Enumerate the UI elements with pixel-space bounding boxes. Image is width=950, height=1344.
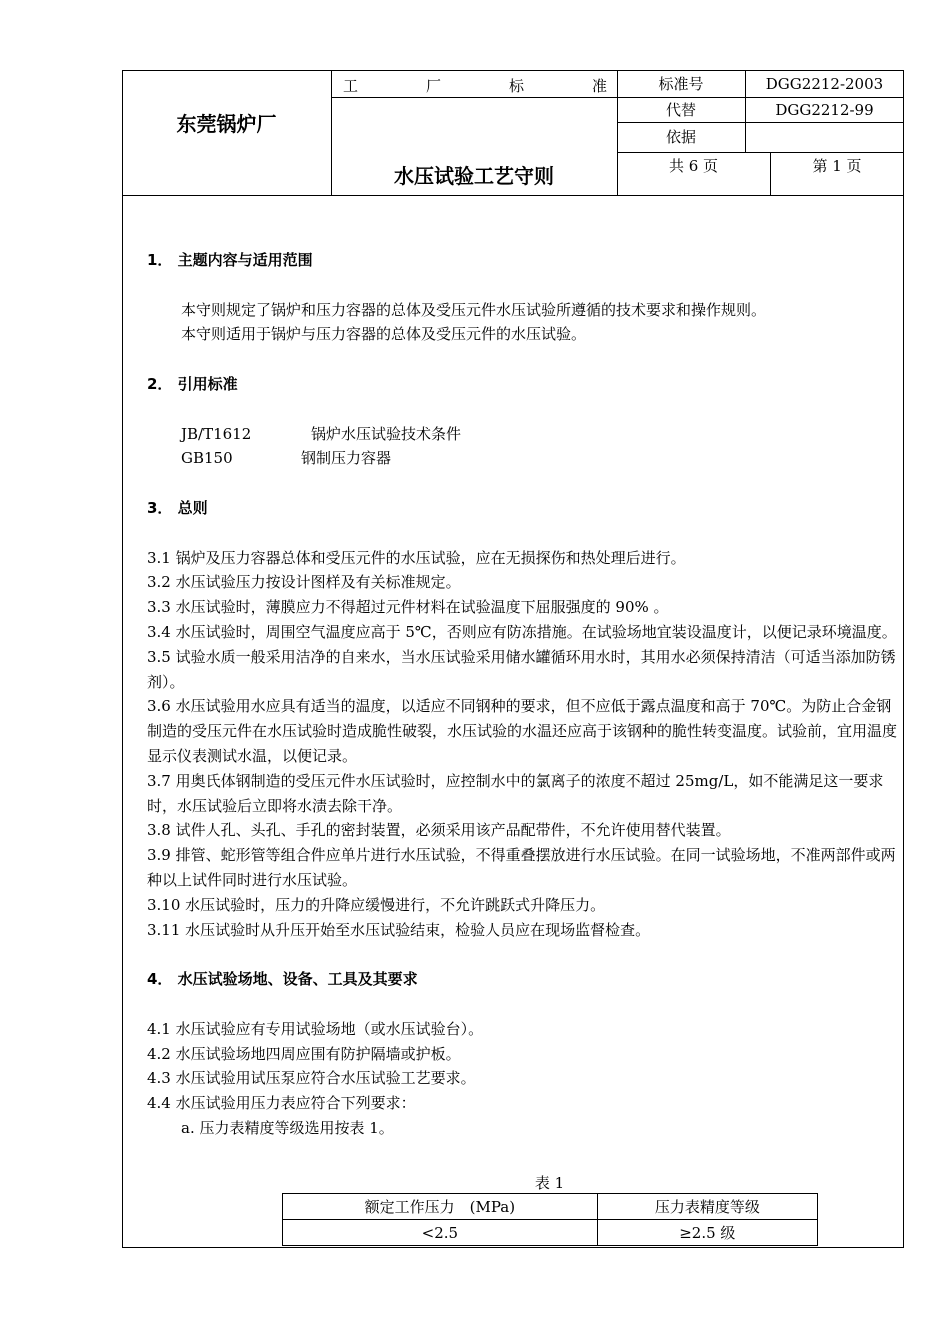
- std-no-label: 标准号: [658, 75, 704, 93]
- sub-clause: a. 压力表精度等级选用按表 1。: [181, 1118, 394, 1137]
- clause: 3.3 水压试验时，薄膜应力不得超过元件材料在试验温度下屈服强度的 90% 。: [147, 598, 669, 617]
- standard-char: 工: [343, 77, 359, 95]
- total-pages: 共 6 页: [668, 157, 719, 175]
- company-name: 东莞锅炉厂: [176, 112, 277, 136]
- clause: 3.9 排管、蛇形管等组合件应单片进行水压试验，不得重叠摆放进行水压试验。在同一试验场地，不准两部件或两种以上试件同时进行水压试验。: [147, 846, 896, 889]
- clause: 3.2 水压试验压力按设计图样及有关标准规定。: [147, 573, 461, 592]
- paragraph: 本守则规定了锅炉和压力容器的总体及受压元件水压试验所遵循的技术要求和操作规则。: [181, 300, 767, 319]
- section-heading: 4． 水压试验场地、设备、工具及其要求: [147, 970, 418, 989]
- clause: 3.4 水压试验时，周围空气温度应高于 5℃，否则应有防冻措施。在试验场地宜装设温度计，以便记录环境温度。: [147, 622, 897, 641]
- document-body: [147, 248, 899, 1141]
- clause: 3.11 水压试验时从升压开始至水压试验结束，检验人员应在现场监督检查。: [147, 920, 651, 939]
- header-hline-2: [617, 122, 904, 123]
- document-title: 水压试验工艺守则: [394, 164, 554, 188]
- reference-name: 锅炉水压试验技术条件: [311, 424, 462, 443]
- clause: 4.1 水压试验应有专用试验场地（或水压试验台）。: [147, 1019, 484, 1038]
- table-header-cell: 压力表精度等级: [597, 1194, 817, 1220]
- clause: 4.4 水压试验用压力表应符合下列要求：: [147, 1094, 416, 1113]
- reference-name: 钢制压力容器: [301, 449, 392, 468]
- page-number: 第 1 页: [812, 157, 862, 175]
- replace-label: 代替: [665, 101, 696, 119]
- paragraph: 本守则适用于锅炉与压力容器的总体及受压元件的水压试验。: [181, 325, 587, 344]
- section-heading: 2． 引用标准: [147, 374, 238, 393]
- table-header-row: [283, 1194, 818, 1220]
- basis-label: 依据: [665, 128, 696, 146]
- clause: 4.3 水压试验用试压泵应符合水压试验工艺要求。: [147, 1069, 476, 1088]
- table-header-cell: 额定工作压力 (MPa): [283, 1194, 598, 1220]
- header-hline-3: [617, 152, 904, 153]
- clause: 3.1 锅炉及压力容器总体和受压元件的水压试验，应在无损探伤和热处理后进行。: [147, 548, 686, 567]
- table-caption: 表 1: [534, 1174, 565, 1192]
- factory-standard-label: [343, 75, 607, 96]
- reference-code: JB/T1612: [181, 424, 252, 443]
- clause: 4.2 水压试验场地四周应围有防护隔墙或护板。: [147, 1044, 461, 1063]
- section-heading: 3． 总则: [147, 498, 208, 517]
- standard-char: 厂: [425, 77, 441, 95]
- section-heading: 1． 主题内容与适用范围: [147, 251, 313, 269]
- table-cell: <2.5: [283, 1220, 598, 1246]
- pressure-gauge-table: [282, 1193, 818, 1246]
- standard-char: 标: [508, 77, 524, 95]
- table-row: [283, 1220, 818, 1246]
- reference-item: [147, 422, 899, 447]
- replace-value: DGG2212-99: [775, 101, 874, 119]
- reference-item: [147, 446, 899, 471]
- reference-code: GB150: [181, 449, 233, 468]
- clause: 3.5 试验水质一般采用洁净的自来水，当水压试验采用储水罐循环用水时，其用水必须保持清洁（可适当添加防锈剂）。: [147, 647, 896, 691]
- table-cell: ≥2.5 级: [597, 1220, 817, 1246]
- clause: 3.7 用奥氏体钢制造的受压元件水压试验时，应控制水中的氯离子的浓度不超过 25mg/L，如不能满足这一要求时，水压试验后立即将水渍去除干净。: [147, 771, 884, 815]
- header-hline-1: [331, 97, 904, 98]
- clause: 3.10 水压试验时，压力的升降应缓慢进行，不允许跳跃式升降压力。: [147, 895, 606, 914]
- clause: 3.6 水压试验用水应具有适当的温度，以适应不同钢种的要求，但不应低于露点温度和高于 70℃。为防止合金钢制造的受压元件在水压试验时造成脆性破裂，水压试验的水温还应高于该钢种的脆性转变温度。试验前，宜用温度显示仪表测试水温，以便记录。: [147, 697, 898, 765]
- header-hline-bottom: [122, 195, 904, 196]
- std-no-value: DGG2212-2003: [765, 75, 884, 93]
- clause: 3.8 试件人孔、头孔、手孔的密封装置，必须采用该产品配带件，不允许使用替代装置。: [147, 821, 731, 840]
- standard-char: 准: [591, 77, 607, 95]
